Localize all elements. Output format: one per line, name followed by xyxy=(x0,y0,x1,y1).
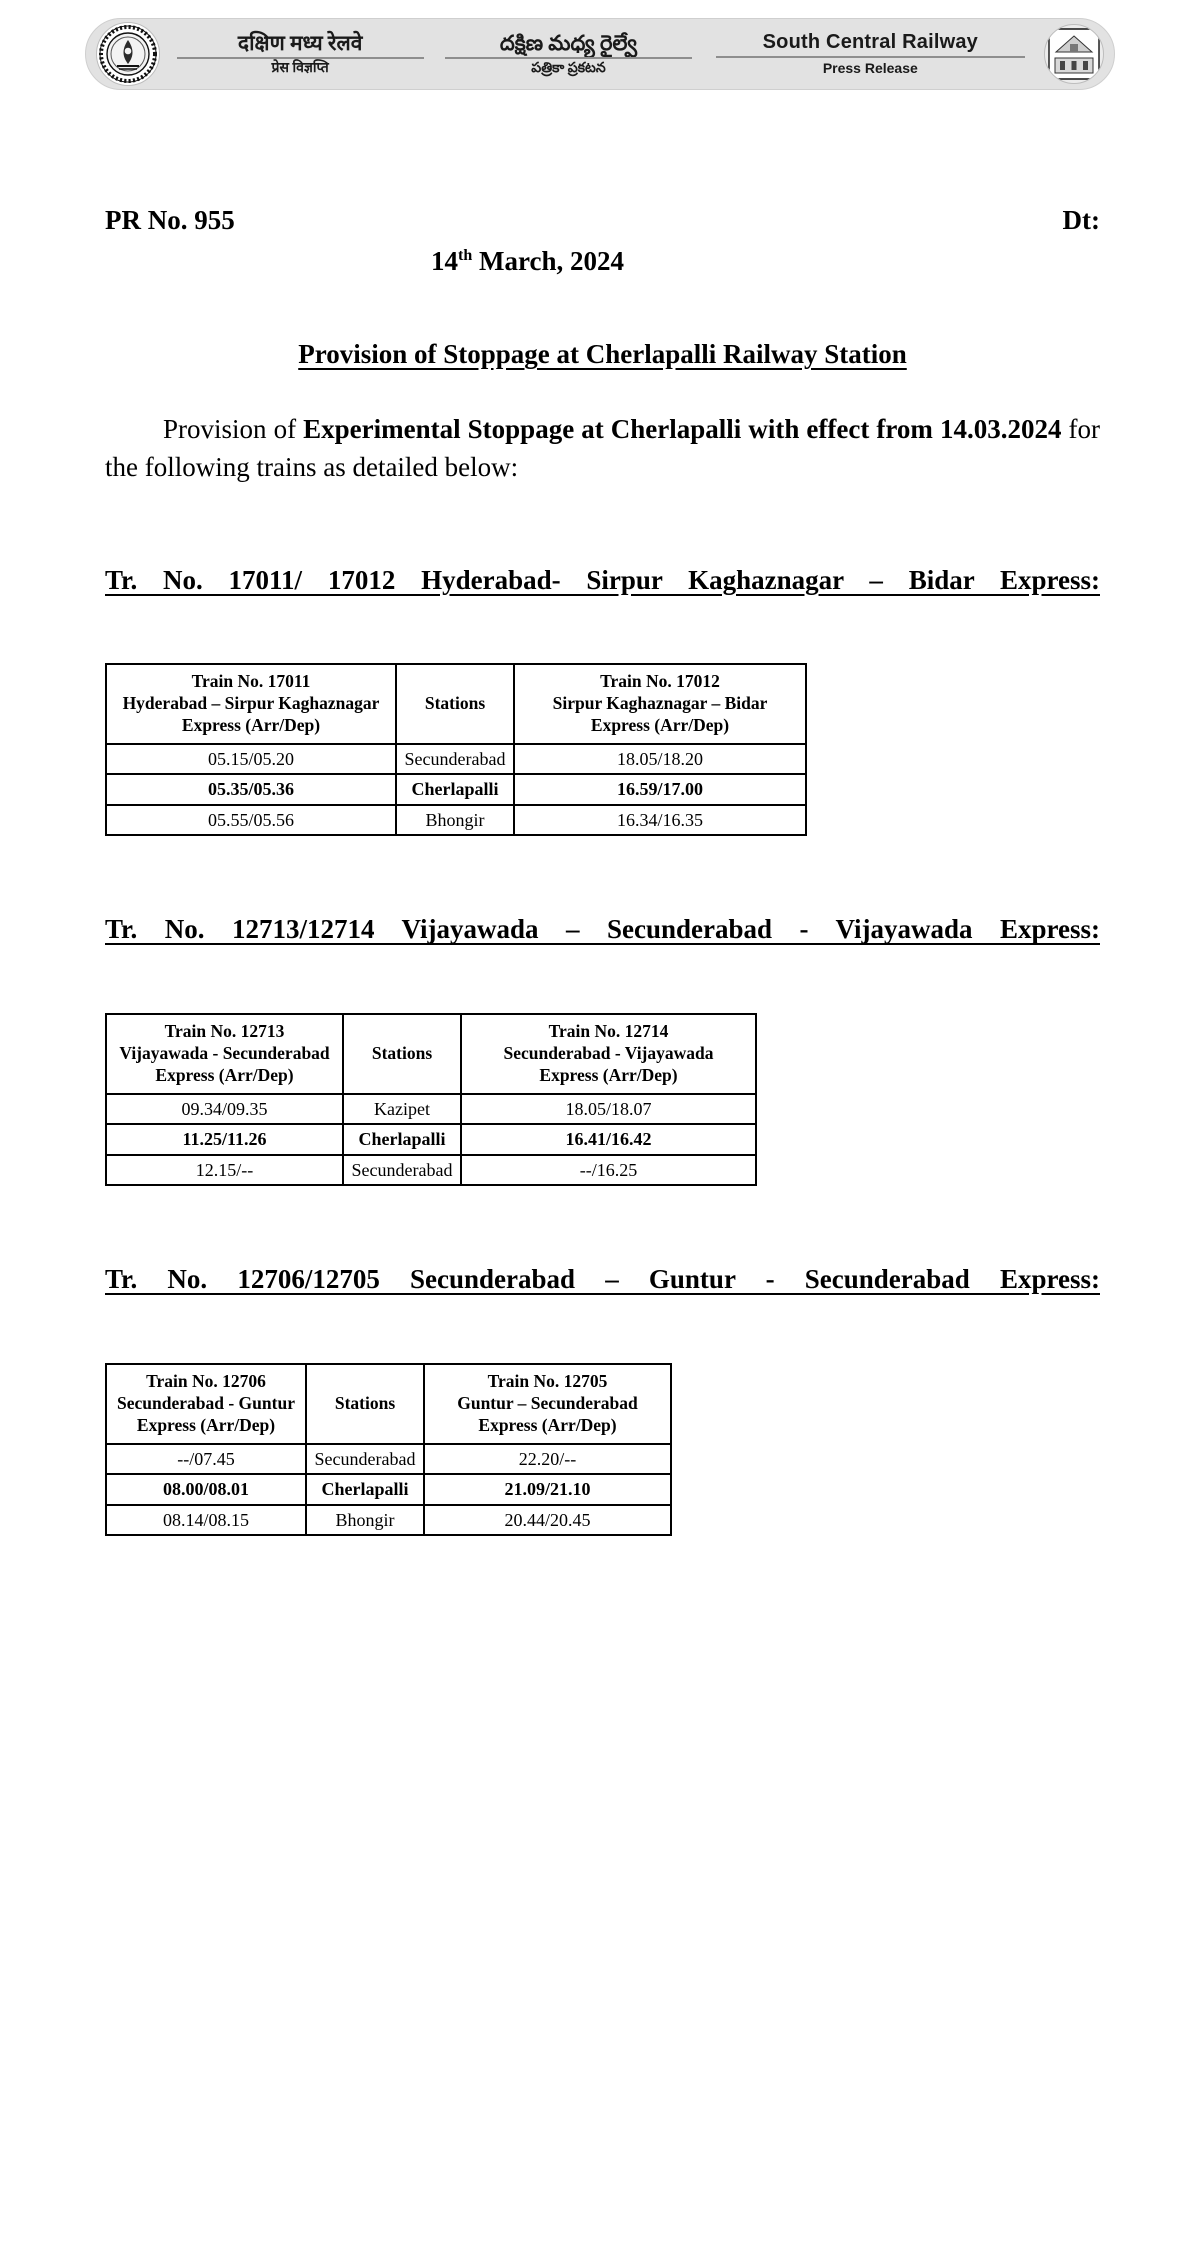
header-line-2: Sirpur Kaghaznagar – Bidar xyxy=(552,693,768,714)
header-line-2: Secunderabad - Guntur xyxy=(117,1392,295,1413)
letterhead-divider-telugu xyxy=(445,57,692,59)
table-row xyxy=(106,744,806,775)
date-label: Dt: xyxy=(1062,205,1100,235)
table-header-row xyxy=(106,1014,756,1094)
cell-time-right: 20.44/20.45 xyxy=(424,1505,671,1536)
cell-station: Secunderabad xyxy=(396,744,514,775)
table-row xyxy=(106,1505,671,1536)
header-line-2: Vijayawada - Secunderabad xyxy=(119,1042,330,1063)
cell-station: Bhongir xyxy=(306,1505,424,1536)
schedule-table-17011 xyxy=(105,663,807,836)
column-header-stations: Stations xyxy=(343,1014,461,1094)
column-header-train-right xyxy=(514,664,806,744)
cell-time-right: 18.05/18.20 xyxy=(514,744,806,775)
intro-text-bold: Experimental Stoppage at Cherlapalli with effect from 14.03.2024 xyxy=(303,414,1062,444)
letterhead-divider-hindi xyxy=(177,57,424,59)
header-line-3: Express (Arr/Dep) xyxy=(136,1414,276,1435)
header-line-1: Train No. 17012 xyxy=(600,671,720,692)
table-header-row xyxy=(106,1364,671,1444)
header-line-1: Train No. 12705 xyxy=(487,1370,608,1391)
section-heading-17011: Tr. No. 17011/ 17012 Hyderabad- Sirpur Kaghaznagar – Bidar Express: xyxy=(105,564,1100,595)
cell-station: Secunderabad xyxy=(306,1444,424,1475)
header-line-2: Guntur – Secunderabad xyxy=(457,1392,638,1413)
table-row xyxy=(106,805,806,836)
letterhead-banner xyxy=(85,18,1115,90)
table-row xyxy=(106,774,806,805)
header-line-1: Train No. 12706 xyxy=(146,1370,266,1391)
intro-paragraph xyxy=(105,410,1100,487)
intro-text-part1: Provision of xyxy=(163,414,304,444)
indian-railways-emblem-icon xyxy=(96,22,160,86)
letterhead-english-subtitle: Press Release xyxy=(822,60,918,77)
cell-time-left: 12.15/-- xyxy=(106,1155,343,1186)
schedule-table-12713 xyxy=(105,1013,757,1186)
header-line-3: Express (Arr/Dep) xyxy=(155,1064,294,1085)
release-date-rest: March, 2024 xyxy=(472,246,624,276)
table-row xyxy=(106,1474,671,1505)
cell-station: Bhongir xyxy=(396,805,514,836)
header-line-3: Express (Arr/Dep) xyxy=(478,1414,617,1435)
letterhead-english-title: South Central Railway xyxy=(762,31,978,54)
cell-time-right: 16.59/17.00 xyxy=(514,774,806,805)
intro-text-part2: for the following trains as detailed below: xyxy=(105,414,1100,483)
schedule-table-12706 xyxy=(105,1363,672,1536)
cell-time-right: 16.41/16.42 xyxy=(461,1124,756,1155)
column-header-train-left xyxy=(106,664,396,744)
pr-number: PR No. 955 xyxy=(105,205,235,235)
header-line-1: Train No. 12713 xyxy=(164,1021,285,1042)
column-header-train-left xyxy=(106,1014,343,1094)
cell-time-left: 05.15/05.20 xyxy=(106,744,396,775)
cell-time-left: 05.55/05.56 xyxy=(106,805,396,836)
column-header-stations: Stations xyxy=(396,664,514,744)
pr-number-line xyxy=(105,205,1100,236)
table-row xyxy=(106,1124,756,1155)
header-line-2: Secunderabad - Vijayawada xyxy=(503,1042,714,1063)
column-header-stations: Stations xyxy=(306,1364,424,1444)
section-heading-12713: Tr. No. 12713/12714 Vijayawada – Secunderabad - Vijayawada Express: xyxy=(105,914,1100,945)
cell-station: Cherlapalli xyxy=(396,774,514,805)
document-body xyxy=(105,205,1100,1536)
letterhead-telugu-title: దక్షిణ మధ్య రైల్వే xyxy=(499,30,638,55)
letterhead-divider-english xyxy=(716,56,1025,58)
cell-time-right: 21.09/21.10 xyxy=(424,1474,671,1505)
table-row xyxy=(106,1094,756,1125)
cell-station: Cherlapalli xyxy=(343,1124,461,1155)
letterhead-hindi-block xyxy=(166,23,434,85)
column-header-train-right xyxy=(461,1014,756,1094)
cell-time-right: 16.34/16.35 xyxy=(514,805,806,836)
letterhead-english-block xyxy=(703,23,1038,85)
cell-time-left: 08.00/08.01 xyxy=(106,1474,306,1505)
cell-time-left: 09.34/09.35 xyxy=(106,1094,343,1125)
header-line-3: Express (Arr/Dep) xyxy=(539,1064,678,1085)
section-heading-12706: Tr. No. 12706/12705 Secunderabad – Guntur - Secunderabad Express: xyxy=(105,1264,1100,1295)
letterhead-telugu-block xyxy=(434,23,702,85)
cell-time-right: 18.05/18.07 xyxy=(461,1094,756,1125)
header-line-3: Express (Arr/Dep) xyxy=(590,715,730,736)
table-header-row xyxy=(106,664,806,744)
letterhead-telugu-subtitle: పత్రికా ప్రకటన xyxy=(531,60,606,76)
railway-building-emblem-icon xyxy=(1044,24,1104,84)
cell-station: Cherlapalli xyxy=(306,1474,424,1505)
table-row xyxy=(106,1444,671,1475)
release-date xyxy=(105,246,1100,277)
header-line-1: Train No. 17011 xyxy=(191,671,311,692)
letterhead-hindi-subtitle: प्रेस विज्ञप्ति xyxy=(271,60,329,76)
header-line-2: Hyderabad – Sirpur Kaghaznagar xyxy=(122,693,380,714)
header-line-1: Train No. 12714 xyxy=(548,1021,669,1042)
page-title: Provision of Stoppage at Cherlapalli Railway Station xyxy=(298,339,907,369)
release-date-day: 14 xyxy=(431,246,459,276)
cell-time-left: 08.14/08.15 xyxy=(106,1505,306,1536)
schedule-table-wrapper-17011 xyxy=(105,663,1100,836)
cell-station: Kazipet xyxy=(343,1094,461,1125)
cell-time-left: 05.35/05.36 xyxy=(106,774,396,805)
cell-time-right: --/16.25 xyxy=(461,1155,756,1186)
cell-station: Secunderabad xyxy=(343,1155,461,1186)
cell-time-left: --/07.45 xyxy=(106,1444,306,1475)
column-header-train-left xyxy=(106,1364,306,1444)
release-date-ordinal: th xyxy=(458,247,473,264)
header-line-3: Express (Arr/Dep) xyxy=(181,715,321,736)
schedule-table-wrapper-12706 xyxy=(105,1363,1100,1536)
cell-time-left: 11.25/11.26 xyxy=(106,1124,343,1155)
column-header-train-right xyxy=(424,1364,671,1444)
schedule-table-wrapper-12713 xyxy=(105,1013,1100,1186)
letterhead-text-columns xyxy=(160,23,1044,85)
press-release-page xyxy=(0,18,1200,2253)
table-row xyxy=(106,1155,756,1186)
letterhead-hindi-title: दक्षिण मध्य रेलवे xyxy=(237,30,363,55)
cell-time-right: 22.20/-- xyxy=(424,1444,671,1475)
